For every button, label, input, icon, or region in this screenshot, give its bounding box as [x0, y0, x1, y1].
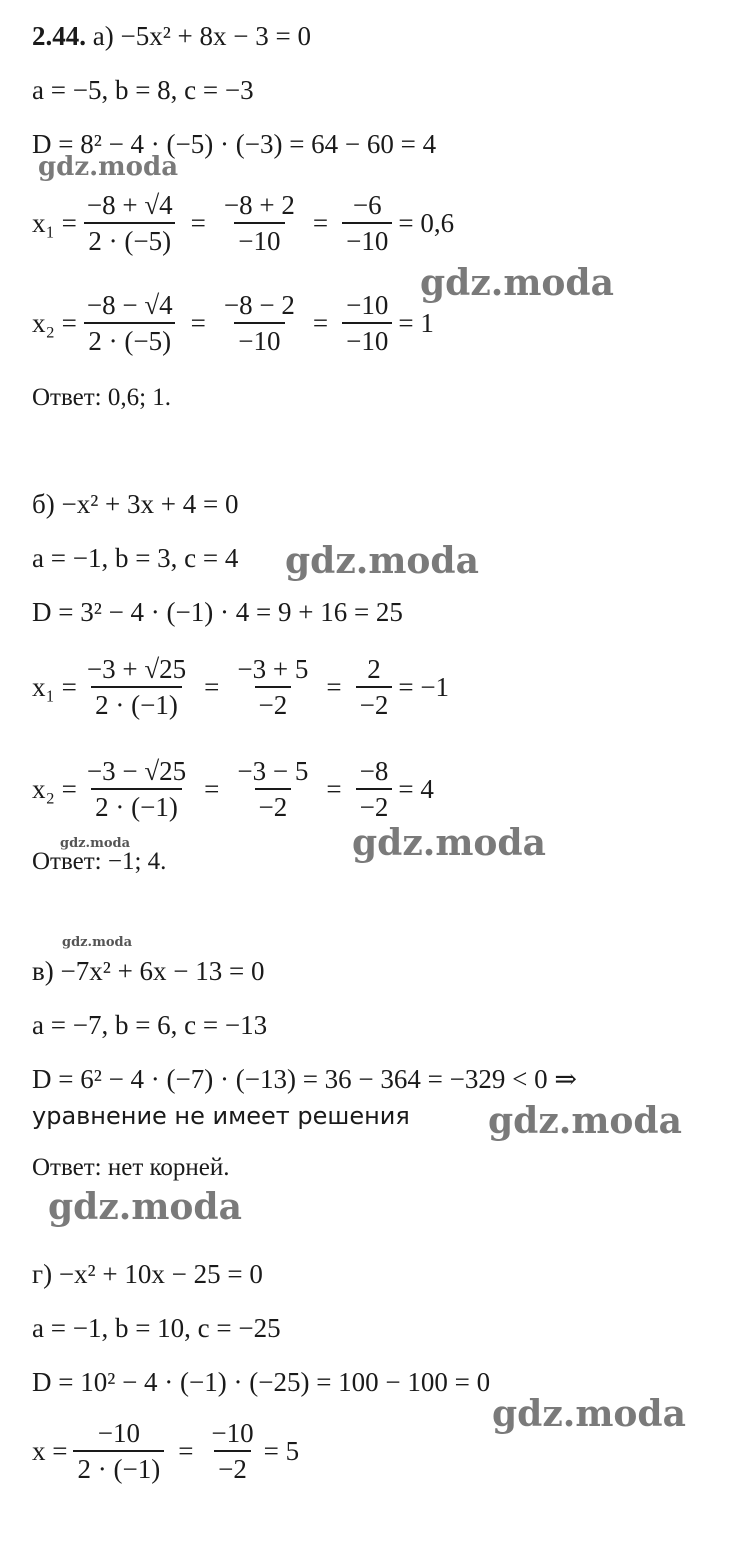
part-b-equation: −x² + 3x + 4 = 0 [61, 489, 239, 519]
fraction [342, 290, 392, 356]
watermark: gdz.moda [420, 262, 614, 304]
x-lhs: x = [32, 1435, 68, 1466]
fraction [356, 756, 393, 822]
part-b-header [32, 488, 239, 520]
denominator: −10 [234, 322, 284, 356]
x-result: = 5 [263, 1435, 300, 1466]
x2-result: = 4 [398, 773, 434, 804]
numerator: −3 + √25 [86, 654, 187, 684]
watermark: gdz.moda [285, 540, 479, 582]
part-c-answer: Ответ: нет корней. [32, 1154, 230, 1181]
fraction [220, 290, 299, 356]
fraction [83, 190, 177, 256]
denominator: −10 [234, 222, 284, 256]
watermark: gdz.moda [48, 1186, 242, 1228]
problem-a-header [32, 20, 311, 52]
fraction [83, 654, 190, 720]
fraction [220, 190, 299, 256]
part-d-label: г) [32, 1259, 53, 1289]
part-c-label: в) [32, 956, 54, 986]
denominator: 2 · (−5) [84, 222, 175, 256]
watermark: gdz.moda [38, 152, 179, 182]
watermark: gdz.moda [60, 836, 131, 851]
part-a-label: а) [92, 21, 114, 51]
part-a-x1: x₁ = $\frac{-8 + √4}{2 \cdot (-5)}$ = $\frac{-8 + 2}{-10}$ = $\frac{-6}{-10}$ = 0,6 [32, 190, 455, 256]
numerator: −3 + 5 [237, 654, 309, 684]
fraction [83, 756, 190, 822]
x2-lhs: x₂ = [32, 307, 77, 338]
part-b-answer: Ответ: −1; 4. [32, 848, 167, 875]
numerator: −8 + √4 [86, 190, 173, 220]
part-b-label: б) [32, 489, 55, 519]
watermark: gdz.moda [352, 822, 546, 864]
problem-number: 2.44. [32, 21, 86, 51]
part-a-coeffs: a = −5, b = 8, c = −3 [32, 75, 254, 105]
numerator: −10 [211, 1418, 254, 1448]
fraction [207, 1418, 257, 1484]
part-a-discriminant: D = 8² − 4 · (−5) · (−3) = 64 − 60 = 4 [32, 129, 437, 159]
part-b-discriminant: D = 3² − 4 · (−1) · 4 = 9 + 16 = 25 [32, 597, 403, 627]
watermark: gdz.moda [488, 1100, 682, 1142]
part-b-coeffs: a = −1, b = 3, c = 4 [32, 543, 239, 573]
part-c-equation: −7x² + 6x − 13 = 0 [60, 956, 265, 986]
numerator: −3 − 5 [237, 756, 309, 786]
part-d-coeffs: a = −1, b = 10, c = −25 [32, 1313, 281, 1343]
denominator: 2 · (−1) [91, 686, 182, 720]
part-c-note: уравнение не имеет решения [32, 1102, 410, 1130]
part-c-header [32, 955, 265, 987]
x1-result: = −1 [398, 671, 450, 702]
denominator: 2 · (−5) [84, 322, 175, 356]
x1-lhs: x₁ = [32, 671, 77, 702]
x1-lhs: x₁ = [32, 207, 77, 238]
fraction [342, 190, 392, 256]
denominator: −10 [342, 222, 392, 256]
part-b-x1: x₁ = $\frac{-3 + √25}{2 \cdot (-1)}$ = $\frac{-3 + 5}{-2}$ = $\frac{2}{-2}$ = −1 [32, 654, 450, 720]
fraction [73, 1418, 164, 1484]
fraction [233, 756, 312, 822]
fraction [83, 290, 177, 356]
denominator: 2 · (−1) [73, 1450, 164, 1484]
part-d-discriminant: D = 10² − 4 · (−1) · (−25) = 100 − 100 = 0 [32, 1367, 491, 1397]
x2-lhs: x₂ = [32, 773, 77, 804]
denominator: −2 [356, 686, 393, 720]
x2-result: = 1 [398, 307, 434, 338]
part-c-coeffs: a = −7, b = 6, c = −13 [32, 1010, 268, 1040]
numerator: −8 − 2 [223, 290, 295, 320]
denominator: −2 [356, 788, 393, 822]
x1-result: = 0,6 [398, 207, 455, 238]
part-d-x: x = $\frac{-10}{2 \cdot (-1)}$ = $\frac{-10}{-2}$ = 5 [32, 1418, 300, 1484]
part-a-equation: −5x² + 8x − 3 = 0 [120, 21, 311, 51]
denominator: 2 · (−1) [91, 788, 182, 822]
numerator: −8 + 2 [223, 190, 295, 220]
part-d-header [32, 1258, 263, 1290]
denominator: −10 [342, 322, 392, 356]
numerator: −6 [352, 190, 382, 220]
fraction [356, 654, 393, 720]
numerator: −3 − √25 [86, 756, 187, 786]
numerator: −8 [359, 756, 389, 786]
part-a-x2: x₂ = $\frac{-8 - √4}{2 \cdot (-5)}$ = $\frac{-8 - 2}{-10}$ = $\frac{-10}{-10}$ = 1 [32, 290, 434, 356]
numerator: −8 − √4 [86, 290, 173, 320]
part-a-answer: Ответ: 0,6; 1. [32, 384, 172, 411]
numerator: −10 [346, 290, 389, 320]
part-b-x2: x₂ = $\frac{-3 - √25}{2 \cdot (-1)}$ = $\frac{-3 - 5}{-2}$ = $\frac{-8}{-2}$ = 4 [32, 756, 434, 822]
numerator: −10 [97, 1418, 140, 1448]
watermark: gdz.moda [62, 935, 133, 950]
watermark: gdz.moda [492, 1393, 686, 1435]
numerator: 2 [367, 654, 381, 684]
denominator: −2 [255, 686, 292, 720]
part-d-equation: −x² + 10x − 25 = 0 [58, 1259, 263, 1289]
fraction [233, 654, 312, 720]
denominator: −2 [255, 788, 292, 822]
part-c-discriminant: D = 6² − 4 · (−7) · (−13) = 36 − 364 = −329 < 0 ⇒ [32, 1064, 577, 1094]
denominator: −2 [214, 1450, 251, 1484]
